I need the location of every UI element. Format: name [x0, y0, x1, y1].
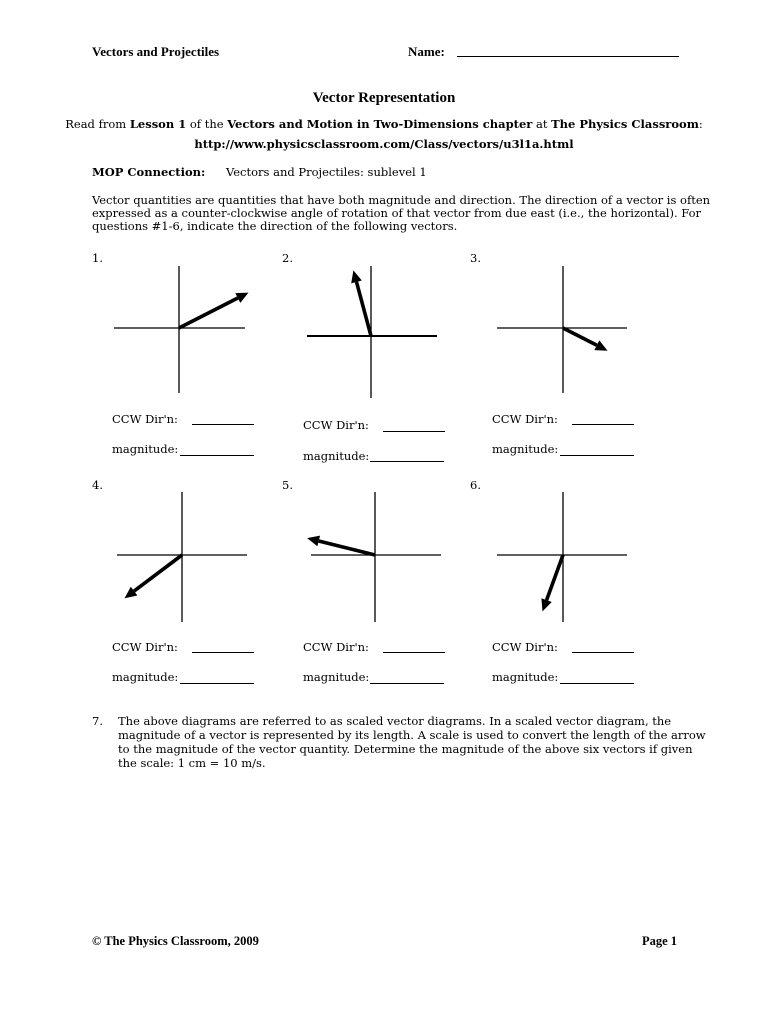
intro-url[interactable]: http://www.physicsclassroom.com/Class/vectors/u3l1a.html	[194, 137, 574, 151]
vector-head-2	[351, 270, 362, 283]
intro-at: at	[532, 117, 552, 131]
problem-3-ccw-label: CCW Dir'n:	[492, 412, 558, 426]
mop-label: MOP Connection:	[92, 165, 206, 179]
instructions-line-3: questions #1-6, indicate the direction of the following vectors.	[92, 219, 458, 233]
problem-5-number: 5.	[282, 478, 293, 492]
problem-4-number: 4.	[92, 478, 103, 492]
page-title: Vector Representation	[312, 90, 456, 106]
vector-shaft-3	[563, 328, 597, 345]
intro-lesson: Lesson 1	[129, 117, 187, 131]
vector-arrow-6	[541, 555, 563, 611]
vector-arrow-2	[351, 270, 371, 336]
vector-arrow-1	[179, 293, 248, 328]
problem-3-magnitude-blank[interactable]	[560, 445, 634, 456]
mop-text: Vectors and Projectiles: sublevel 1	[226, 165, 427, 179]
problem-2-ccw-blank[interactable]	[383, 421, 445, 432]
intro-of-the: of the	[186, 117, 228, 131]
arrows-layer	[124, 270, 607, 611]
problem-4-magnitude-label: magnitude:	[112, 670, 179, 684]
problem-1-ccw-blank[interactable]	[192, 414, 254, 425]
vector-shaft-6	[547, 555, 563, 600]
question-7-number: 7.	[92, 714, 103, 728]
problem-2-ccw-label: CCW Dir'n:	[303, 418, 369, 432]
problem-6-ccw-blank[interactable]	[572, 642, 634, 653]
question-7-line-4: the scale: 1 cm = 10 m/s.	[118, 756, 266, 770]
vector-shaft-5	[319, 541, 375, 555]
question-7-line-1: The above diagrams are referred to as scaled vector diagrams. In a scaled vector diagram, the	[118, 714, 672, 728]
question-7-line-2: magnitude of a vector is represented by its length. A scale is used to convert the length of the arrow	[118, 728, 706, 742]
problem-5-ccw-label: CCW Dir'n:	[303, 640, 369, 654]
vector-head-5	[307, 536, 320, 547]
intro-read-from: Read from	[65, 117, 130, 131]
problem-4-magnitude-blank[interactable]	[180, 673, 254, 684]
problem-6-magnitude-blank[interactable]	[560, 673, 634, 684]
problem-2-number: 2.	[282, 251, 293, 265]
problem-2-magnitude-label: magnitude:	[303, 449, 370, 463]
axes-3	[497, 266, 627, 393]
problem-1-ccw-label: CCW Dir'n:	[112, 412, 178, 426]
intro-colon: :	[698, 117, 703, 131]
problem-6-ccw-label: CCW Dir'n:	[492, 640, 558, 654]
problem-5-ccw-blank[interactable]	[383, 642, 445, 653]
problem-5-magnitude-blank[interactable]	[370, 673, 444, 684]
footer-page: Page 1	[642, 934, 678, 948]
vector-shaft-4	[134, 555, 182, 591]
vector-shaft-2	[357, 282, 371, 336]
problem-2-magnitude-blank[interactable]	[370, 451, 444, 462]
footer-copyright: © The Physics Classroom, 2009	[92, 934, 259, 948]
vector-head-6	[541, 598, 551, 611]
intro-chapter: Vectors and Motion in Two-Dimensions chapter	[227, 117, 533, 131]
instructions-line-1: Vector quantities are quantities that have both magnitude and direction. The direction of a vector is often	[92, 193, 711, 207]
problem-1-magnitude-blank[interactable]	[180, 445, 254, 456]
axes-5	[311, 492, 441, 622]
problem-3-number: 3.	[470, 251, 481, 265]
name-label: Name:	[408, 44, 445, 59]
vector-shaft-1	[179, 298, 238, 328]
vector-arrow-3	[563, 328, 608, 351]
problem-6-number: 6.	[470, 478, 481, 492]
problem-3-ccw-blank[interactable]	[572, 414, 634, 425]
problem-4-ccw-label: CCW Dir'n:	[112, 640, 178, 654]
vector-arrow-4	[124, 555, 182, 598]
header-title: Vectors and Projectiles	[92, 44, 220, 59]
problem-5-magnitude-label: magnitude:	[303, 670, 370, 684]
problem-1-number: 1.	[92, 251, 103, 265]
problem-3-magnitude-label: magnitude:	[492, 442, 559, 456]
axes-1	[114, 266, 245, 393]
problem-4-ccw-blank[interactable]	[192, 642, 254, 653]
intro-site: The Physics Classroom	[551, 117, 699, 131]
problem-1-magnitude-label: magnitude:	[112, 442, 179, 456]
instructions-line-2: expressed as a counter-clockwise angle of rotation of that vector from due east (i.e., the horizontal). For	[92, 206, 702, 220]
axes-2	[307, 266, 437, 398]
vector-arrow-5	[307, 536, 375, 555]
problem-6-magnitude-label: magnitude:	[492, 670, 559, 684]
question-7-line-3: to the magnitude of the vector quantity. Determine the magnitude of the above six vectors if given	[118, 742, 693, 756]
